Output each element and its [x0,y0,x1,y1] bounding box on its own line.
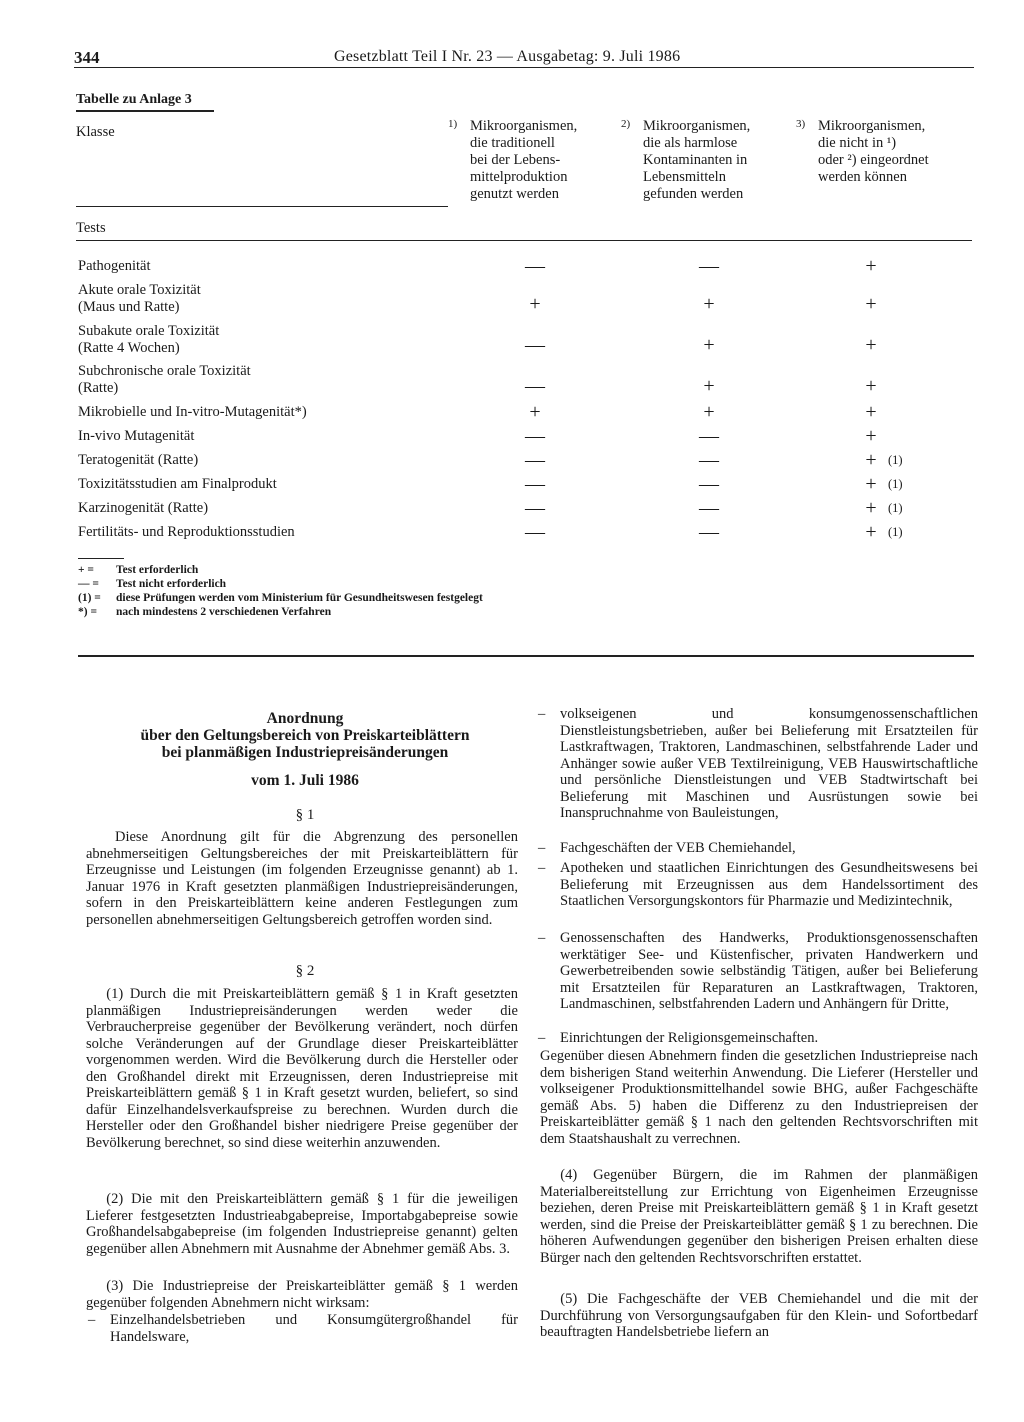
row-label: Karzinogenität (Ratte) [78,500,209,516]
row-label: Toxizitätsstudien am Finalprodukt [78,476,277,492]
cell-col2: + [703,401,715,423]
cell-note: (1) [888,501,903,515]
right-para-5: (5) Die Fachgeschäfte der VEB Chemiehandel und die mit der Durchführung von Versorgungsaufgaben für den Klein- und Sofortbedarf beauftragten Handelsbetriebe liefern an [540,1291,978,1340]
cell-col1: — [525,521,545,543]
section-2-para-1: (1) Durch die mit Preiskarteiblättern gemäß § 1 in Kraft gesetzten planmäßigen Industriepreisänderungen werden weder die Verbraucherpreise gegenüber der Bevölkerung verändert, noch dürfen solche Veränderungen auf der Grundlage dieser Preiskarteiblätter vorgenommen werden. Wird die Bevölkerung durch die Hersteller oder den Großhandel direkt mit Erzeugnissen, deren Industriepreise mit Preiskarteiblättern gemäß § 1 in Kraft gesetzt wurden, beliefert, so sind dafür Einzelhandelsverkaufspreise zu berechnen. Wurden durch die Hersteller oder den Großhandel bisher niedrigere Preise gegenüber der Bevölkerung berechnet, so sind diese weiterhin anzuwenden. [86,986,518,1151]
column-2-text: Mikroorganismen, die als harmlose Kontaminanten in Lebensmitteln gefunden werden [643,118,751,202]
klasse-label: Klasse [76,124,115,140]
legend-symbol: + = [78,564,94,576]
column-3-text: Mikroorganismen, die nicht in ¹) oder ²) eingeordnet werden können [818,118,929,185]
section-2-para-2: (2) Die mit den Preiskarteiblättern gemäß § 1 für die jeweiligen Lieferer festgesetzten Industrieabgabepreise, Importabgabepreise sowie Großhandelsabgabepreise (im folgenden Industriepreise genannt) gelten gegenüber allen Abnehmern mit Ausnahme der Abnehmer gemäß Abs. 3. [86,1191,518,1257]
right-para-4: (4) Gegenüber Bürgern, die im Rahmen der planmäßigen Materialbereitstellung zur Errichtung von Eigenheimen Erzeugnisse beziehen, deren Preise mit Preiskarteiblättern gemäß § 1 in Kraft gesetzt werden, sind die Preise der Preiskarteiblätter gemäß § 1 zu berechnen. Die höheren Aufwendungen gegenüber den bisherigen Preisen erhalten diese Bürger nach den geltenden Rechtsvorschriften erstattet. [540,1167,978,1266]
dash-list-item: – Fachgeschäften der VEB Chemiehandel, [538,840,796,856]
cell-col1: — [525,449,545,471]
cell-col2: — [699,255,719,277]
legend-rule [78,558,124,559]
row-label: Fertilitäts- und Reproduktionsstudien [78,524,295,540]
cell-col3: + [865,293,877,315]
cell-col2: + [703,375,715,397]
table-caption: Tabelle zu Anlage 3 [76,92,192,107]
klasse-rule [76,206,448,207]
column-1-number: 1) [448,118,458,130]
cell-col1: — [525,334,545,356]
cell-col2: — [699,425,719,447]
row-label: Teratogenität (Ratte) [78,452,199,468]
dash-list-item: – Apotheken und staatlichen Einrichtungen des Gesundheitswesens bei Belieferung mit Erzeugnissen aus dem Handelssortiment des Staatlichen Versorgungskontors für Pharmazie und Medizintechnik, [538,860,978,909]
gazette-title: Gesetzblatt Teil I Nr. 23 — Ausgabetag: 9. Juli 1986 [334,48,681,65]
page-number: 344 [74,48,100,67]
cell-col1: + [529,293,541,315]
legend-text: Test erforderlich [116,564,199,576]
legend-item [78,577,483,591]
legend-symbol: *) = [78,606,98,618]
dash-item-text: volkseigenen und konsumgenossenschaftlichen Dienstleistungsbetrieben, außer bei Belieferung mit Ersatzteilen für Lastkraftwagen, Traktoren, Landmaschinen, selbstfahrende Lader und Anhänger sowie außer VEB Textilreinigung, VEB Hauswirtschaftliche und persönliche Dienstleistungen und VEB Stadtwirtschaft bei Belieferung mit Maschinen und Ausrüstungen sowie bei Inanspruchnahme von Bauleistungen, [560,706,978,821]
cell-col2: + [703,293,715,315]
cell-note: (1) [888,525,903,539]
cell-col2: — [699,497,719,519]
dash-item-text: Einrichtungen der Religionsgemeinschaften. [560,1030,819,1046]
dash-list-item: – Einzelhandelsbetrieben und Konsumgütergroßhandel für Handelsware, [88,1312,518,1345]
section-2-heading: § 2 [295,963,315,979]
cell-col2: + [703,334,715,356]
column-header-1 [448,118,618,208]
section-1-heading: § 1 [295,807,315,823]
dash-list-item: – volkseigenen und konsumgenossenschaftlichen Dienstleistungsbetrieben, außer bei Belieferung mit Ersatzteilen für Lastkraftwagen, Traktoren, Landmaschinen, selbstfahrende Lader und Anhänger sowie außer VEB Textilreinigung, VEB Hauswirtschaftliche und persönliche Dienstleistungen und VEB Stadtwirtschaft bei Belieferung mit Maschinen und Ausrüstungen sowie bei Inanspruchnahme von Bauleistungen, [538,706,978,821]
column-1-text: Mikroorganismen, die traditionell bei der Lebens- mittelproduktion genutzt werden [470,118,578,202]
cell-note: (1) [888,453,903,467]
section-1-text: Diese Anordnung gilt für die Abgrenzung des personellen abnehmerseitigen Geltungsbereiches der mit Preiskarteiblättern für Erzeugnisse und Leistungen (im folgenden Erzeugnisse genannt) ab 1. Januar 1976 in Kraft gesetzten planmäßigen Industriepreisänderungen, sofern in den Preiskarteiblättern keine anderen Festlegungen zum personellen abnehmerseitigen Geltungsbereich getroffen worden sind. [86,829,518,928]
caption-underline [76,110,214,112]
dash-list-item: – Einrichtungen der Religionsgemeinschaften. [538,1030,819,1046]
tests-label: Tests [76,220,106,236]
legend [78,563,483,619]
article-date: vom 1. Juli 1986 [251,772,359,789]
cell-col2: — [699,521,719,543]
dash-item-text: Genossenschaften des Handwerks, Produktionsgenossenschaften werktätiger See- und Küstenfischer, privaten Handwerkern und Gewerbetreibenden sowie selbständig Tätigen, außer bei Belieferung mit Ersatzteilen für Reparaturen an Lastkraftwagen, Traktoren, Landmaschinen, selbstfahrenden Ladern und Anhängern für Dritte, [560,930,978,1012]
row-label: Pathogenität [78,258,151,274]
legend-text: nach mindestens 2 verschiedenen Verfahren [116,606,332,618]
cell-col1: — [525,497,545,519]
cell-col2: — [699,449,719,471]
column-2-number: 2) [621,118,631,130]
column-header-2 [621,118,791,208]
row-label: Akute orale Toxizität (Maus und Ratte) [78,282,201,315]
row-label: Mikrobielle und In-vitro-Mutagenität*) [78,404,307,420]
legend-text: Test nicht erforderlich [116,578,227,590]
cell-col1: — [525,425,545,447]
legend-symbol: (1) = [78,592,101,604]
cell-col1: + [529,401,541,423]
row-label: Subakute orale Toxizität (Ratte 4 Wochen) [78,323,220,356]
row-label: Subchronische orale Toxizität (Ratte) [78,363,251,396]
title-line: über den Geltungsbereich von Preiskarteiblättern [140,727,470,744]
cell-col1: — [525,473,545,495]
dash-item-text: Apotheken und staatlichen Einrichtungen des Gesundheitswesens bei Belieferung mit Erzeugnissen aus dem Handelssortiment des Staatlichen Versorgungskontors für Pharmazie und Medizintechnik, [560,860,978,909]
title-line: bei planmäßigen Industriepreisänderungen [161,744,449,761]
dash-item-text: Einzelhandelsbetrieben und Konsumgütergroßhandel für Handelsware, [110,1312,518,1345]
header-rule [74,67,974,68]
legend-item [78,605,483,619]
cell-col3: + [865,334,877,356]
legend-text: diese Prüfungen werden vom Ministerium für Gesundheitswesen festgelegt [116,592,483,604]
table-header-rule [76,240,972,241]
row-label: In-vivo Mutagenität [78,428,195,444]
legend-item [78,591,483,605]
dash-list-item: – Genossenschaften des Handwerks, Produktionsgenossenschaften werktätiger See- und Küstenfischer, privaten Handwerkern und Gewerbetreibenden sowie selbständig Tätigen, außer bei Belieferung mit Ersatzteilen für Reparaturen an Lastkraftwagen, Traktoren, Landmaschinen, selbstfahrenden Ladern und Anhängern für Dritte, [538,930,978,1012]
cell-col3: + [865,497,877,519]
title-line: Anordnung [266,710,344,727]
cell-note: (1) [888,477,903,491]
dash-item-text: Fachgeschäften der VEB Chemiehandel, [560,840,796,856]
article-title [100,710,510,761]
column-header-3 [796,118,971,198]
cell-col3: + [865,401,877,423]
legend-symbol: — = [78,578,99,590]
section-rule [78,655,974,657]
section-2-para-3: (3) Die Industriepreise der Preiskarteiblätter gemäß § 1 werden gegenüber folgenden Abnehmern nicht wirksam: [86,1278,518,1311]
column-3-number: 3) [796,118,806,130]
cell-col3: + [865,473,877,495]
right-para-1: Gegenüber diesen Abnehmern finden die gesetzlichen Industriepreise nach dem bisherigen Stand weiterhin Anwendung. Die Lieferer (Hersteller und volkseigener Produktionsmittelhandel sowie BHG, außer Fachgeschäfte gemäß Abs. 5) haben die Differenz zu den Industriepreisen der Preiskarteiblätter gemäß § 1 nach den geltenden Rechtsvorschriften mit dem Staatshaushalt zu verrechnen. [540,1048,978,1147]
cell-col3: + [865,521,877,543]
cell-col2: — [699,473,719,495]
cell-col1: — [525,375,545,397]
cell-col3: + [865,375,877,397]
cell-col1: — [525,255,545,277]
cell-col3: + [865,425,877,447]
legend-item [78,563,483,577]
cell-col3: + [865,255,877,277]
cell-col3: + [865,449,877,471]
